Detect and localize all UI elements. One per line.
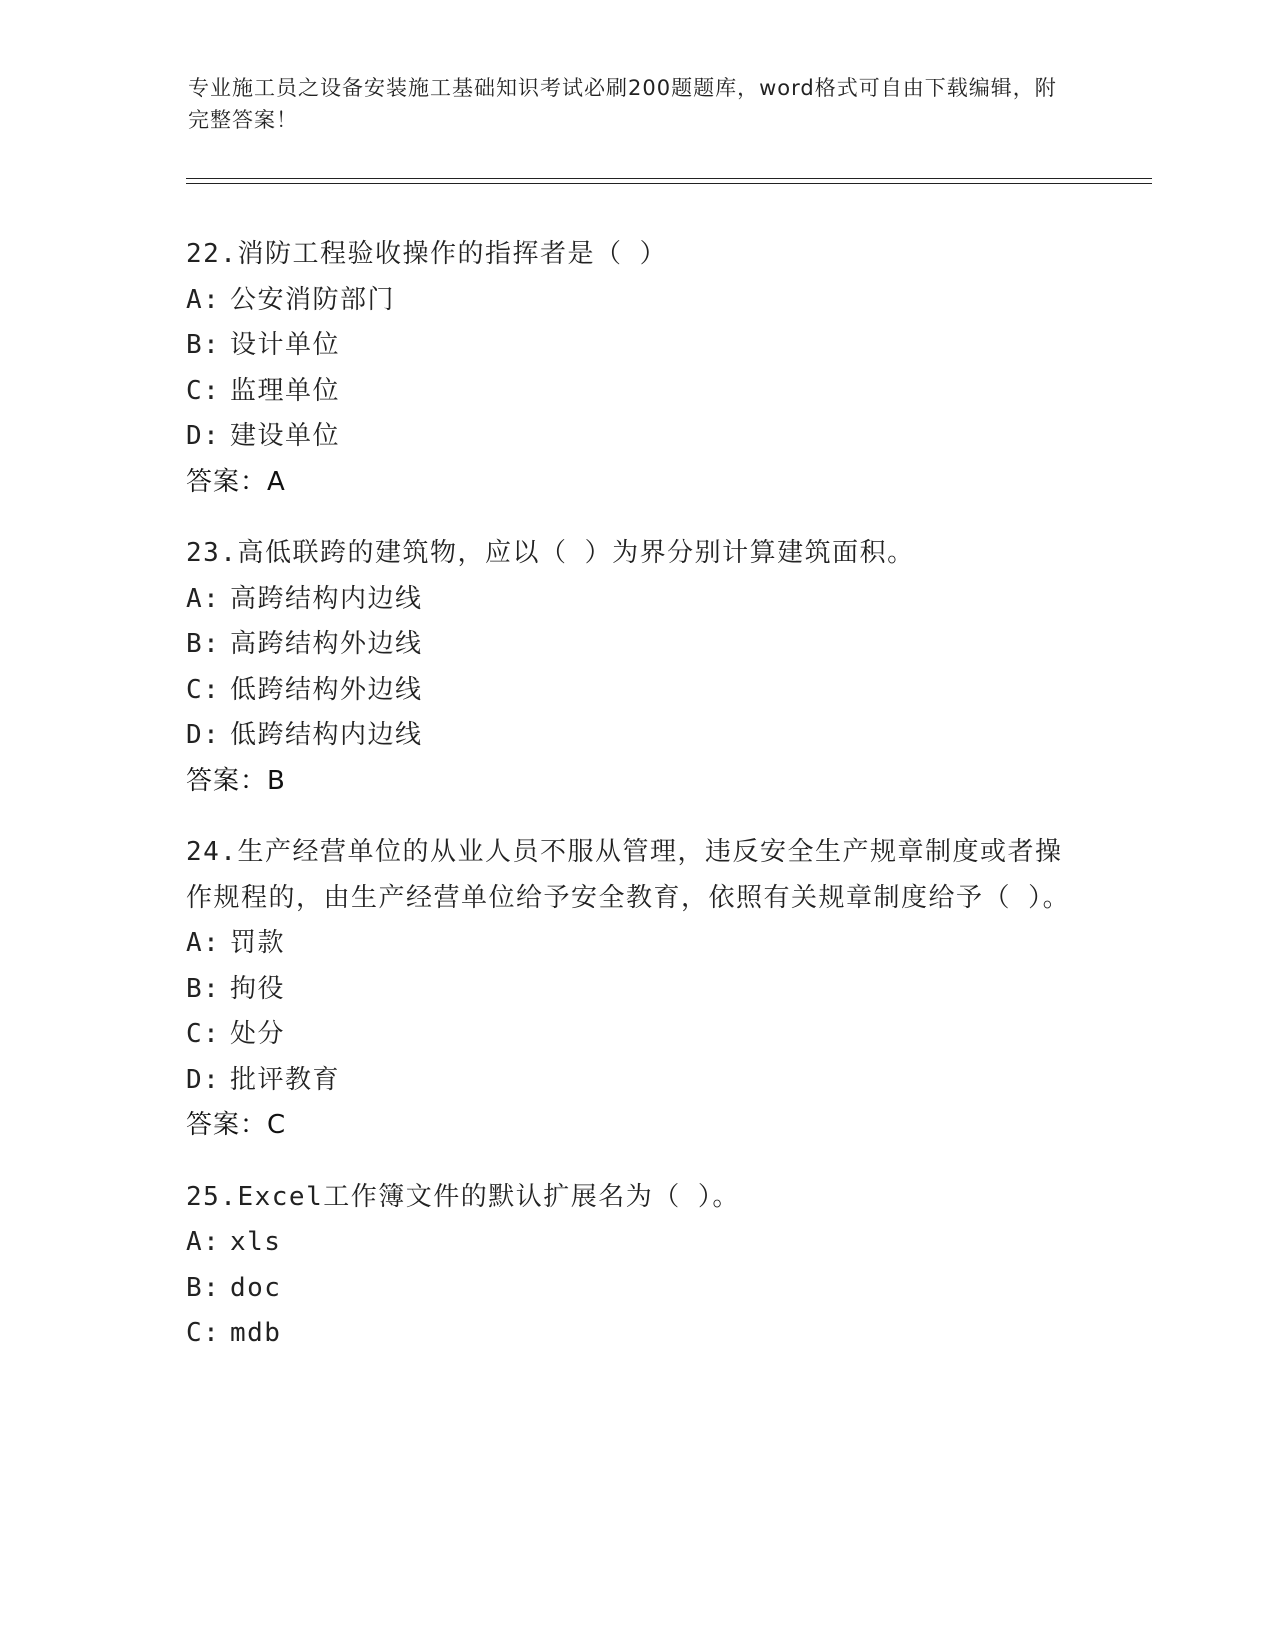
question-block <box>186 1175 1086 1357</box>
option-text: 低跨结构内边线 <box>230 720 423 750</box>
question-block <box>186 232 1086 505</box>
answer-option <box>186 1266 1086 1312</box>
option-key: B: <box>186 973 221 1004</box>
option-text: 建设单位 <box>230 421 341 451</box>
question-list <box>186 232 1086 1383</box>
option-key: C: <box>186 375 221 406</box>
option-key: A: <box>186 284 221 315</box>
answer-line: 答案：C <box>186 1110 287 1140</box>
question-stem: 23.高低联跨的建筑物，应以（ ）为界分别计算建筑面积。 <box>186 538 915 568</box>
document-header: 专业施工员之设备安装施工基础知识考试必刷200题题库，word格式可自由下载编辑，附完整答案！ <box>188 76 1057 132</box>
answer-option <box>186 323 1086 369</box>
answer-option <box>186 1311 1086 1357</box>
answer-option <box>186 278 1086 324</box>
question-stem: 25.Excel工作簿文件的默认扩展名为（ ）。 <box>186 1181 740 1212</box>
answer-option <box>186 967 1086 1013</box>
option-text: 批评教育 <box>230 1064 341 1095</box>
option-key: D: <box>186 1064 221 1095</box>
answer-option <box>186 1012 1086 1058</box>
option-key: A: <box>186 928 221 958</box>
option-text: 处分 <box>230 1019 286 1049</box>
question-block <box>186 531 1086 804</box>
option-text: 公安消防部门 <box>230 284 396 315</box>
answer-line: 答案：A <box>186 466 286 497</box>
answer-option <box>186 577 1086 623</box>
option-text: 罚款 <box>230 928 286 958</box>
answer-line: 答案：B <box>186 765 286 796</box>
header-divider-bottom <box>186 183 1152 184</box>
option-key: D: <box>186 421 221 451</box>
question-stem: 22.消防工程验收操作的指挥者是（ ） <box>186 239 668 269</box>
option-key: B: <box>186 629 221 659</box>
option-key: A: <box>186 1227 221 1257</box>
option-key: C: <box>186 674 221 705</box>
answer-option <box>186 713 1086 759</box>
answer-option <box>186 668 1086 714</box>
answer-option <box>186 921 1086 967</box>
option-key: A: <box>186 583 221 614</box>
answer-option <box>186 369 1086 415</box>
option-text: 拘役 <box>230 973 286 1004</box>
option-text: doc <box>230 1272 282 1303</box>
option-key: D: <box>186 720 221 750</box>
option-text: mdb <box>230 1318 282 1348</box>
answer-option <box>186 1058 1086 1104</box>
option-text: 监理单位 <box>230 375 341 406</box>
option-text: 设计单位 <box>230 330 341 360</box>
answer-option <box>186 622 1086 668</box>
option-key: C: <box>186 1318 221 1348</box>
option-key: B: <box>186 330 221 360</box>
answer-option <box>186 1220 1086 1266</box>
header-divider-top <box>186 178 1152 179</box>
question-block <box>186 830 1086 1149</box>
option-text: 高跨结构内边线 <box>230 583 423 614</box>
option-key: C: <box>186 1019 221 1049</box>
option-text: 高跨结构外边线 <box>230 629 423 659</box>
option-text: 低跨结构外边线 <box>230 674 423 705</box>
question-stem: 24.生产经营单位的从业人员不服从管理，违反安全生产规章制度或者操作规程的，由生产经营单位给予安全教育，依照有关规章制度给予（ ）。 <box>186 837 1071 913</box>
answer-option <box>186 414 1086 460</box>
option-text: xls <box>230 1227 282 1257</box>
option-key: B: <box>186 1272 221 1303</box>
